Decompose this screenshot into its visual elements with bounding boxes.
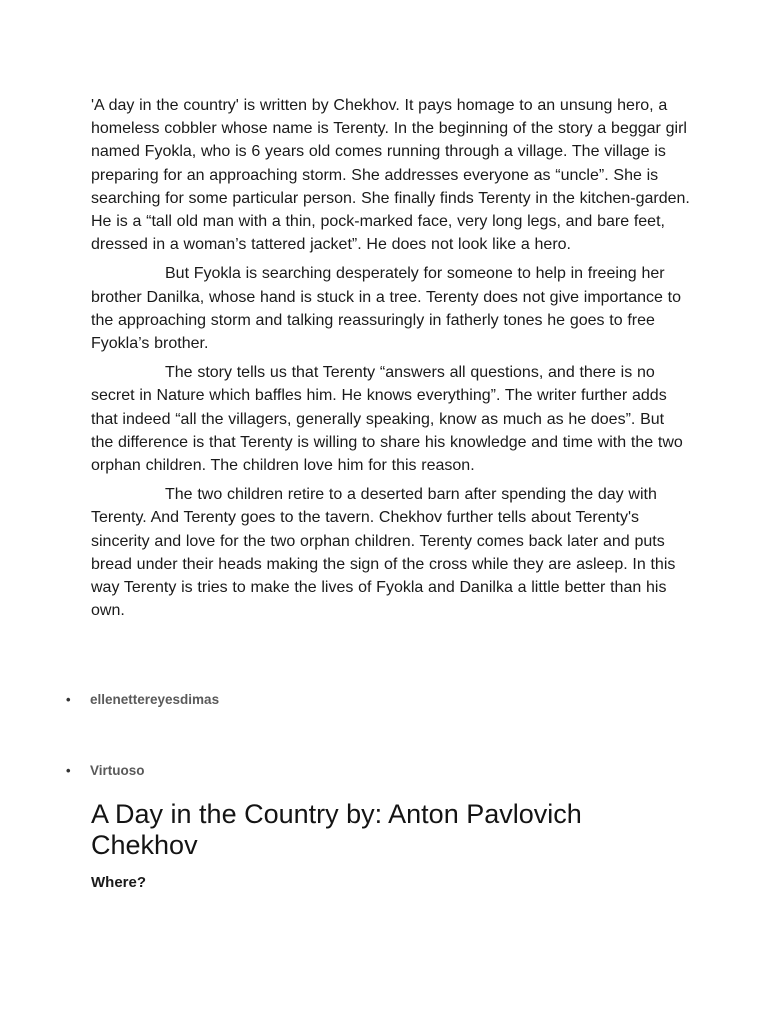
paragraph-4: The two children retire to a deserted barn after spending the day with Terenty. And Terenty goes to the tavern. Chekhov further tells about Terenty's sincerity and love for the two orphan children. Terenty comes back later and puts bread under their heads making the sign of the cross while they are asleep. In this way Terenty is tries to make the lives of Fyokla and Danilka a little better than his own. <box>91 486 676 620</box>
paragraph-1: 'A day in the country' is written by Chekhov. It pays homage to an unsung hero, a homeless cobbler whose name is Terenty. In the beginning of the story a beggar girl named Fyokla, who is 6 years old comes running through a village. The village is preparing for an approaching storm. She addresses everyone as “uncle”. She is searching for some particular person. She finally finds Terenty in the kitchen-garden. He is a “tall old man with a thin, pock-marked face, very long legs, and bare feet, dressed in a woman’s tattered jacket”. He does not look like a hero. <box>91 97 690 254</box>
bullet-icon: • <box>66 692 71 707</box>
bullet-icon: • <box>66 763 71 778</box>
paragraph-3: The story tells us that Terenty “answers all questions, and there is no secret in Nature which baffles him. He knows everything”. The writer further adds that indeed “all the villagers, generally speaking, know as much as he does”. But the difference is that Terenty is willing to share his knowledge and time with the two orphan children. The children love him for this reason. <box>91 364 683 475</box>
rank-item <box>66 763 145 778</box>
author-name[interactable]: ellenettereyesdimas <box>90 692 220 707</box>
section-heading: Where? <box>91 874 147 891</box>
essay-body <box>91 94 691 628</box>
paragraph-2: But Fyokla is searching desperately for someone to help in freeing her brother Danilka, whose hand is stuck in a tree. Terenty does not give importance to the approaching storm and talking reassuringly in fatherly tones he goes to free Fyokla’s brother. <box>91 265 682 353</box>
author-item[interactable] <box>66 692 219 707</box>
document-title: A Day in the Country by: Anton Pavlovich Chekhov <box>91 799 582 860</box>
rank-label: Virtuoso <box>90 763 145 778</box>
